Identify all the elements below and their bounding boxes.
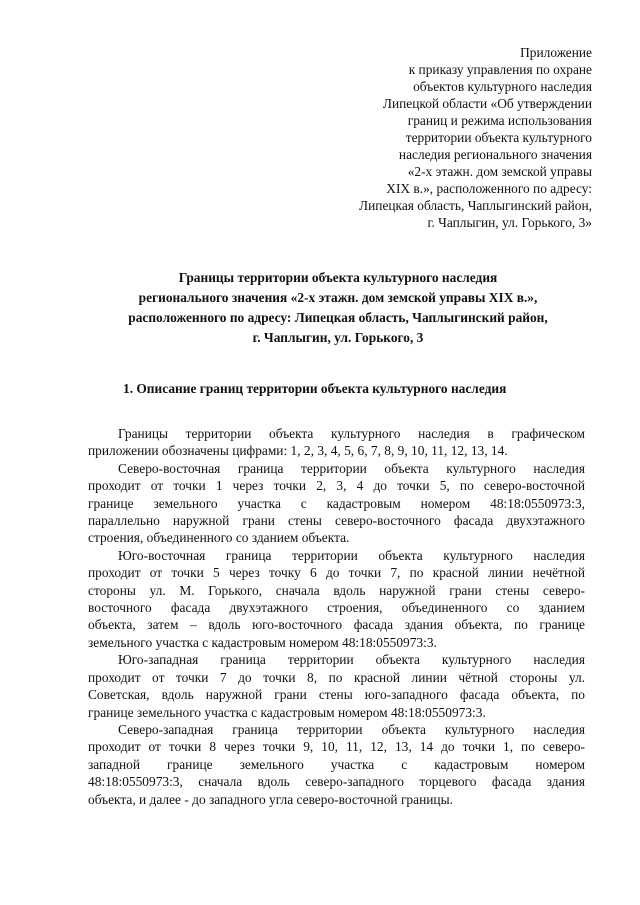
- text-line: объекта, и далее - до западного угла северо-восточной границы.: [88, 791, 453, 807]
- text-line: западной границе земельного участка с кадастровым номером: [88, 756, 585, 772]
- text-line: стороны ул. М. Горького, сначала вдоль наружной грани стены северо-: [88, 582, 585, 598]
- text-line: Юго-восточная граница территории объекта культурного наследия: [118, 547, 585, 563]
- appendix-line: наследия регионального значения: [398, 147, 592, 162]
- text-line: параллельно наружной грани стены северо-восточного фасада двухэтажного: [88, 513, 585, 529]
- document-title: [88, 268, 588, 348]
- text-line: проходит от точки 8 через точки 9, 10, 11, 12, 13, 14 до точки 1, по северо-: [88, 739, 585, 755]
- paragraph-northwest-boundary: [88, 721, 585, 808]
- text-line: Северо-западная граница территории объекта культурного наследия: [118, 721, 585, 737]
- text-line: строения, объединенного со зданием объекта.: [88, 530, 350, 546]
- text-line: проходит от точки 7 до точки 8, по красной линии чётной стороны ул.: [88, 669, 585, 685]
- text-line: объекта, затем – вдоль юго-восточного фасада здания объекта, по границе: [88, 617, 585, 633]
- appendix-line: к приказу управления по охране: [408, 62, 592, 77]
- appendix-line: границ и режима использования: [407, 113, 592, 128]
- text-line: Юго-западная граница территории объекта культурного наследия: [118, 652, 585, 668]
- text-line: 48:18:0550973:3, сначала вдоль северо-западного торцевого фасада здания: [88, 774, 585, 790]
- title-line: регионального значения «2-х этажн. дом земской управы XIX в.»,: [138, 290, 538, 305]
- title-line: г. Чаплыгин, ул. Горького, 3: [252, 330, 424, 345]
- paragraph-northeast-boundary: [88, 460, 585, 547]
- title-line: расположенного по адресу: Липецкая область, Чаплыгинский район,: [128, 310, 548, 325]
- appendix-line: объектов культурного наследия: [413, 79, 592, 94]
- appendix-line: «2-х этажн. дом земской управы: [407, 164, 592, 179]
- body-text: [88, 425, 585, 808]
- text-line: приложении обозначены цифрами: 1, 2, 3, 4, 5, 6, 7, 8, 9, 10, 11, 12, 13, 14.: [88, 443, 508, 459]
- section-heading: 1. Описание границ территории объекта культурного наследия: [123, 381, 507, 396]
- text-line: восточного фасада двухэтажного строения, объединенного со зданием: [88, 600, 585, 616]
- text-line: Советская, вдоль наружной грани стены юго-западного фасада объекта, по: [88, 687, 585, 703]
- appendix-line: Приложение: [520, 45, 592, 60]
- paragraph-southwest-boundary: [88, 651, 585, 721]
- appendix-line: г. Чаплыгин, ул. Горького, 3»: [427, 215, 592, 230]
- title-line: Границы территории объекта культурного наследия: [178, 270, 498, 285]
- appendix-line: Липецкая область, Чаплыгинский район,: [359, 198, 592, 213]
- text-line: земельного участка с кадастровым номером 48:18:0550973:3.: [88, 634, 437, 650]
- appendix-line: территории объекта культурного: [405, 130, 592, 145]
- appendix-block: [292, 44, 592, 231]
- paragraph-points: [88, 425, 585, 460]
- appendix-line: Липецкой области «Об утверждении: [382, 96, 592, 111]
- text-line: Границы территории объекта культурного наследия в графическом: [118, 426, 585, 441]
- appendix-line: XIX в.», расположенного по адресу:: [386, 181, 592, 196]
- text-line: Северо-восточная граница территории объекта культурного наследия: [118, 460, 585, 476]
- text-line: границе земельного участка с кадастровым номером 48:18:0550973:3.: [88, 704, 486, 720]
- text-line: границе земельного участка с кадастровым номером 48:18:0550973:3,: [88, 495, 585, 511]
- text-line: проходит от точки 1 через точки 2, 3, 4 до точки 5, по северо-восточной: [88, 478, 585, 494]
- paragraph-southeast-boundary: [88, 547, 585, 651]
- text-line: проходит от точки 5 через точку 6 до точки 7, по красной линии нечётной: [88, 565, 585, 581]
